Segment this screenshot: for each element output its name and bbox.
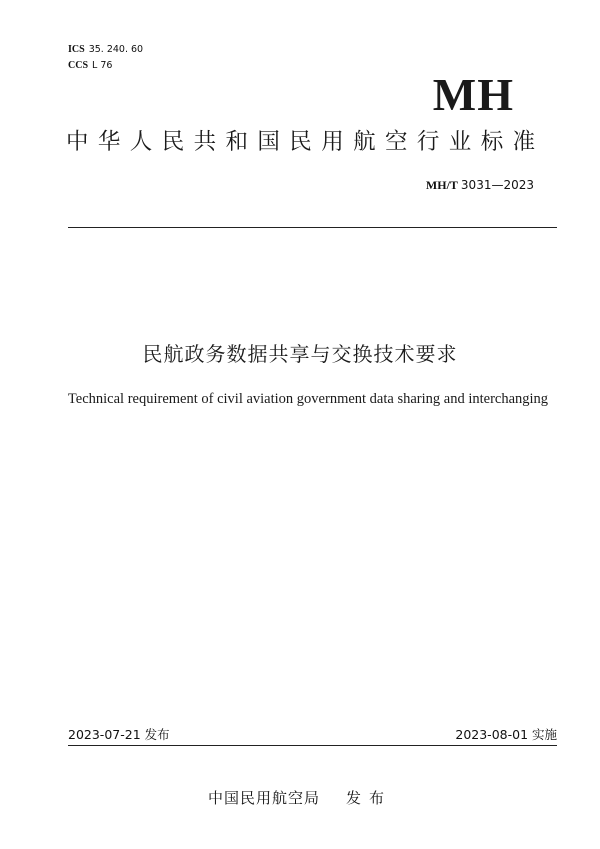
document-title-english: Technical requirement of civil aviation government data sharing and interchanging [67,391,549,407]
issuer-name: 中国民用航空局 [207,789,320,807]
ics-code [68,42,143,58]
standard-number-code: 3031—2023 [460,178,534,192]
ccs-code [68,58,143,74]
ics-label: ICS [68,44,85,55]
standard-number-prefix: MH/T [425,178,458,192]
standard-category: 中华人民共和国民用航空行业标准 [66,129,545,155]
document-title-chinese: 民航政务数据共享与交换技术要求 [142,342,458,366]
header-divider [68,227,557,228]
footer-divider [68,745,557,746]
ics-value: 35. 240. 60 [88,44,144,55]
mh-logo: MH [432,69,514,120]
ccs-value: L 76 [92,60,113,71]
issuer-line [0,787,600,809]
standard-number [426,177,534,193]
implementation-date: 2023-08-01 实施 [455,727,557,742]
issuer-action: 发布 [346,789,393,807]
classification-codes [68,42,143,74]
issue-date: 2023-07-21 发布 [68,727,170,742]
ccs-label: CCS [68,60,89,71]
